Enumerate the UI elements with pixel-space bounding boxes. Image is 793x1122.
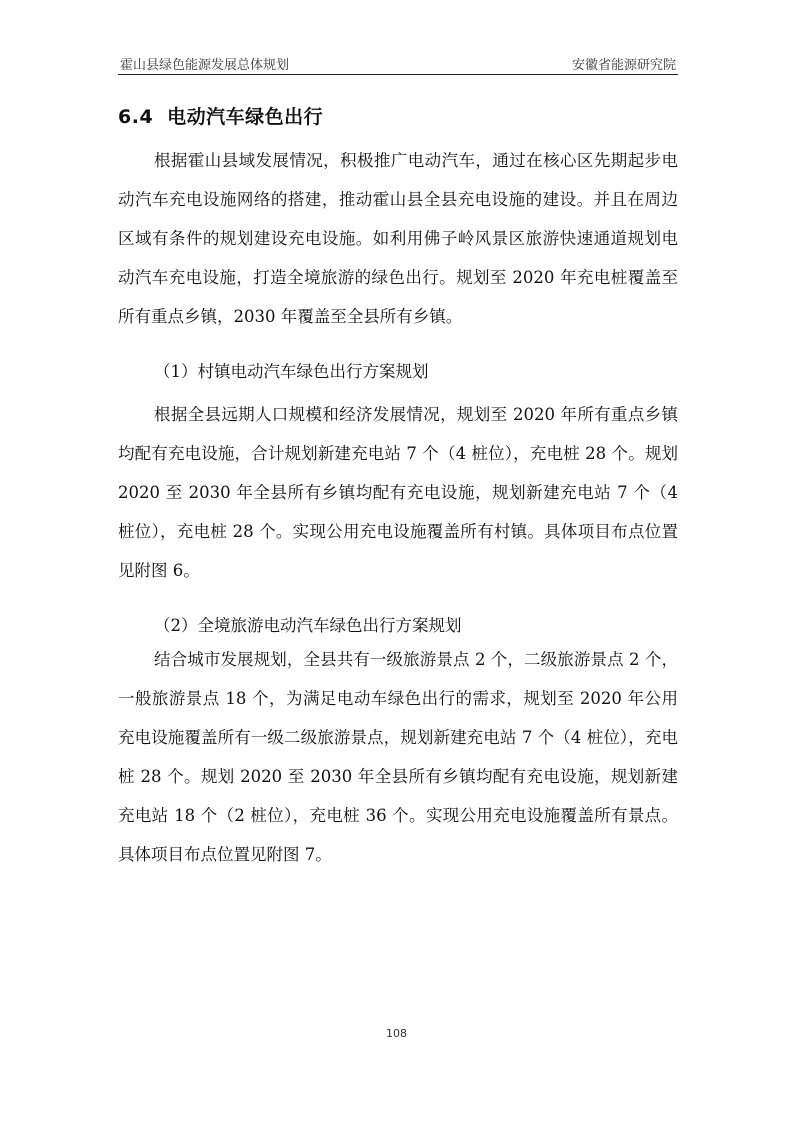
section-title: 电动汽车绿色出行 xyxy=(167,106,324,128)
document-title: 霍山县绿色能源发展总体规划 xyxy=(120,58,290,73)
intro-paragraph: 根据霍山县域发展情况，积极推广电动汽车，通过在核心区先期起步电动汽车充电设施网络的搭建，推动霍山县全县充电设施的建设。并且在周边区域有条件的规划建设充电设施。如利用佛子岭风景区旅游快速通道规划电动汽车充电设施，打造全境旅游的绿色出行。规划至 2020 年充电桩覆盖至所有重点乡镇，2030 年覆盖至全县所有乡镇。 xyxy=(118,151,678,326)
organization-name: 安徽省能源研究院 xyxy=(571,58,676,73)
section-heading xyxy=(118,102,323,129)
subsection-2-paragraph: 结合城市发展规划，全县共有一级旅游景点 2 个，二级旅游景点 2 个，一般旅游景点 18 个，为满足电动车绿色出行的需求，规划至 2020 年公用充电设施覆盖所有一级二级旅游景点，规划新建充电站 7 个（4 桩位），充电桩 28 个。规划 2020 至 2030 年全县所有乡镇均配有充电设施，规划新建充电站 18 个（2 桩位），充电桩 36 个。实现公用充电设施覆盖所有景点。具体项目布点位置见附图 7。 xyxy=(118,650,678,864)
page-number: 108 xyxy=(386,1027,407,1040)
page-header xyxy=(118,52,678,75)
subsection-1-heading: （1）村镇电动汽车绿色出行方案规划 xyxy=(154,362,429,381)
section-number: 6.4 xyxy=(118,106,154,128)
subsection-1-paragraph: 根据全县远期人口规模和经济发展情况，规划至 2020 年所有重点乡镇均配有充电设施，合计规划新建充电站 7 个（4 桩位），充电桩 28 个。规划 2020 至 2030 年全县所有乡镇均配有充电设施，规划新建充电站 7 个（4 桩位），充电桩 28 个。实现公用充电设施覆盖所有村镇。具体项目布点位置见附图 6。 xyxy=(118,405,678,580)
subsection-2-heading: （2）全境旅游电动汽车绿色出行方案规划 xyxy=(154,616,462,635)
